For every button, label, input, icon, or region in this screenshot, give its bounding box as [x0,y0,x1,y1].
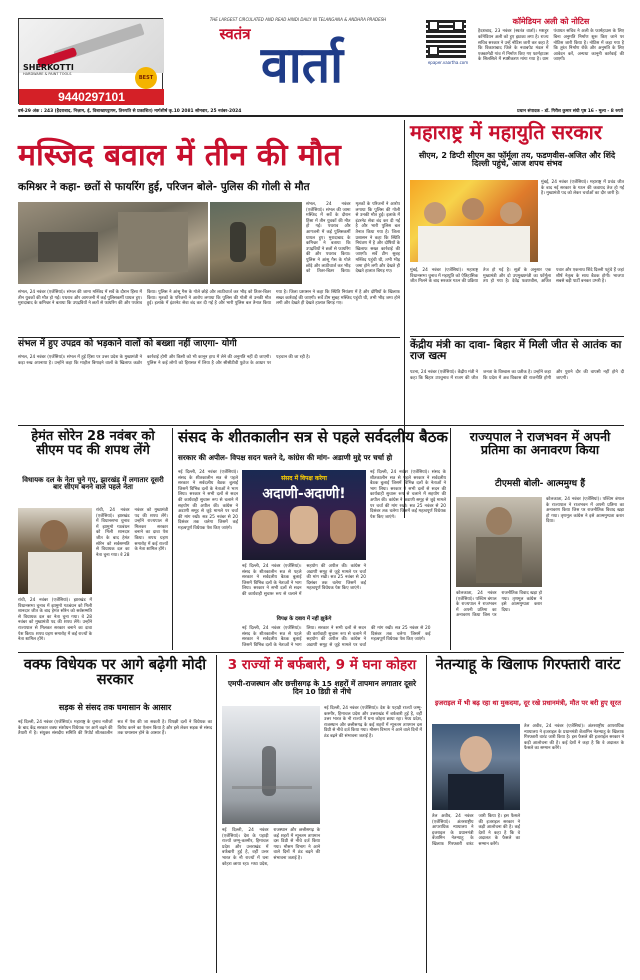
lead-body: संभल, 24 नवंबर (एजेंसियां)। संभल की जामा मस्जिद में सर्वे के दौरान हिंसा में तीन युवकों की मौत हो गई। पथराव और आगजनी में कई पुलिसकर्मी घायल हुए। मुरादाबाद के कमिश्नर ने बताया कि उपद्रवियों ने छतों से फायरिंग की और पथराव किया। पुलिस ने आंसू गैस के गोले छोड़े और लाठीचार्ज कर भीड़ को तितर-बितर किया। मृतकों के परिजनों ने आरोप लगाया कि पुलिस की गोली से उनकी मौत हुई। इलाके में इंटरनेट सेवा बंद कर दी गई है और भारी पुलिस बल तैनात किया गया है। जिला प्रशासन ने कहा कि स्थिति नियंत्रण में है और दोषियों के खिलाफ सख्त कार्रवाई की जाएगी। सर्वे टीम सुबह मस्जिद पहुंची थी, तभी भीड़ जमा होने लगी और देखते ही देखते हालात बिगड़ गए। [18,290,400,307]
weather-side-body: नई दिल्ली, 24 नवंबर (एजेंसियां)। देश के पहाड़ी राज्यों जम्मू-कश्मीर, हिमाचल प्रदेश और उत्तराखंड में बर्फबारी हुई है, वहीं उत्तर भारत के नौ राज्यों में घना कोहरा छाया रहा। मध्य प्रदेश, राजस्थान और छत्तीसगढ़ के कई शहरों में न्यूनतम तापमान दस डिग्री से नीचे दर्ज किया गया। मौसम विभाग ने आने वाले दिनों में ठंड बढ़ने की संभावना जताई है। [324,706,422,739]
mahayuti-leaders-photo [410,180,538,262]
ali-notice-body: हैदराबाद, 23 नवंबर (स्वतंत्र वार्ता)। मशहूर कॉमेडियन अली को हुए झटका लगा है। राज्य सचिव सरकार ने उन्हें नोटिस जारी कर कहा है कि विकाराबाद जिले के नवाबपेट मंडल में एक्कामेडी गांव में निर्माण किए गए फार्महाउस के सिलसिले में स्पष्टीकरण मांगा गया है। ग्राम पंचायत सचिव ने अली के फार्महाउस के लिए बिना अनुमति निर्माण शुरू किए जाने पर नोटिस जारी किया है। नोटिस में कहा गया है कि तुरंत निर्माण रोकें और अनुमति के लिए आवेदन करें, अन्यथा कानूनी कार्रवाई की जाएगी। [478,29,624,63]
rajyapal-headline: राज्यपाल ने राजभवन में अपनी प्रतिमा का अनावरण किया [469,429,611,458]
lead-body-side: संभल, 24 नवंबर (एजेंसियां)। संभल की जामा मस्जिद में सर्वे के दौरान हिंसा में तीन युवकों की मौत हो गई। पथराव और आगजनी में कई पुलिसकर्मी घायल हुए। मुरादाबाद के कमिश्नर ने बताया कि उपद्रवियों ने छतों से फायरिंग की और पथराव किया। पुलिस ने आंसू गैस के गोले छोड़े और लाठीचार्ज कर भीड़ को तितर-बितर किया। मृतकों के परिजनों ने आरोप लगाया कि पुलिस की गोली से उनकी मौत हुई। इलाके में इंटरनेट सेवा बंद कर दी गई है और भारी पुलिस बल तैनात किया गया है। जिला प्रशासन ने कहा कि स्थिति नियंत्रण में है और दोषियों के खिलाफ सख्त कार्रवाई की जाएगी। सर्वे टीम सुबह मस्जिद पहुंची थी, तभी भीड़ जमा होने लगी और देखते ही देखते हालात बिगड़ गए। [306,202,400,275]
police-photo [210,202,302,284]
lead-headline: मस्जिद बवाल में तीन की मौत [18,138,341,173]
ad-sub: HARDWARE & PAINT TOOLS [23,72,72,76]
hemant-body-lower: रांची, 24 नवंबर (एजेंसियां)। झारखंड में विधानसभा चुनाव में झामुमो गठबंधन को मिली शानदार जीत के बाद हेमंत सोरेन को सर्वसम्मति से विधायक दल का नेता चुना गया। वे 28 नवंबर को मुख्यमंत्री पद की शपथ लेंगे। उन्होंने राज्यपाल से मिलकर सरकार बनाने का दावा पेश किया। शपथ ग्रहण समारोह में कई राज्यों के नेता शामिल होंगे। [18,598,92,643]
rajyapal-subhead: टीएमसी बोली- आत्ममुग्ध हैं [494,479,585,489]
bihar-headline: केंद्रीय मंत्री का दावा- बिहार में मिली जीत से आतंक का राज खत्म [410,339,622,363]
ali-notice-story [478,18,624,108]
bihar-body: पटना, 24 नवंबर (एजेंसियां)। केंद्रीय मंत्री ने कहा कि बिहार उपचुनाव में राजग की जीत जनता के विश्वास का प्रतीक है। उन्होंने कहा कि प्रदेश में अब विकास की राजनीति होगी और पुराने दौर की वापसी नहीं होने दी जाएगी। [410,370,624,381]
parliament-body-bottom: नई दिल्ली, 24 नवंबर (एजेंसियां)। संसद के शीतकालीन सत्र से पहले सरकार ने सर्वदलीय बैठक बुलाई जिसमें विभिन्न दलों के नेताओं ने भाग लिया। सरकार ने सभी दलों से सदन की कार्यवाही सुचारू रूप से चलाने में सहयोग की अपील की। कांग्रेस ने अडाणी समूह से जुड़े मामले पर चर्चा की मांग रखी। सत्र 25 नवंबर से 20 दिसंबर तक चलेगा जिसमें कई महत्वपूर्ण विधेयक पेश किए जाएंगे। [242,626,431,648]
netanyahu-side-body: तेल अवीव, 24 नवंबर (एजेंसियां)। अंतरराष्ट्रीय आपराधिक न्यायालय ने इजराइल के प्रधानमंत्री बेंजामिन नेतन्याहू के खिलाफ गिरफ्तारी वारंट जारी किया है। इस फैसले की इजराइल सरकार ने कड़ी आलोचना की है। कई देशों ने कहा है कि वे अदालत के फैसले का सम्मान करेंगे। [524,724,624,752]
epaper-link[interactable]: epaper.vaartha.com [427,60,469,65]
parliament-subhead: सरकार की अपील- विपक्ष सदन चलने दे, कांग्रेस की मांग- अडाणी मुद्दे पर चर्चा हो [178,453,393,462]
info-line: वर्ष-29 अंक : 243 (हैदराबाद, निज़ाम, ई, विशाखापट्टणम, तिरुपति से प्रकाशित) मार्गशीर्ष कृ.10 2081 सोमवार, 25 नवंबर-2024 [18,109,242,114]
netanyahu-headline: नेतन्याहू के खिलाफ गिरफ्तारी वारंट [435,657,621,673]
waqf-headline: वक्फ विधेयक पर आगे बढ़ेगी मोदी सरकार [23,657,207,689]
hemant-headline: हेमंत सोरेन 28 नवंबर को सीएम पद की शपथ लेंगे [31,429,155,458]
photo-banner: संसद में विपक्ष करेगा [281,475,327,482]
sambhal2-body: संभल, 24 नवंबर (एजेंसियां)। संभल में हुई हिंसा पर उत्तर प्रदेश के मुख्यमंत्री ने कड़ा रुख अपनाया है। उन्होंने कहा कि माहौल बिगाड़ने वालों के खिलाफ कठोर कार्रवाई होगी और किसी को भी कानून हाथ में लेने की अनुमति नहीं दी जाएगी। पुलिस ने कई लोगों को हिरासत में लिया है और सीसीटीवी फुटेज के आधार पर पहचान की जा रही है। [18,355,311,366]
waqf-body: नई दिल्ली, 24 नवंबर (एजेंसियां)। महाराष्ट्र के चुनाव नतीजों के बाद केंद्र सरकार वक्फ संशोधन विधेयक पर आगे बढ़ने की तैयारी में है। संयुक्त संसदीय समिति की रिपोर्ट शीतकालीन सत्र में पेश की जा सकती है। विपक्षी दलों ने विधेयक का विरोध करने का ऐलान किया है और इसे लेकर सड़क से संसद तक घमासान होने के आसार हैं। [18,720,212,737]
parliament-sub2: विपक्ष के दबाव में नहीं झुकेंगे [276,616,332,622]
sherkotti-ad [18,18,163,104]
waqf-subhead: सड़क से संसद तक घमासान के आसार [58,703,172,712]
netanyahu-photo [432,724,520,810]
ad-phone: 9440297101 [19,89,164,105]
maharashtra-body: मुंबई, 24 नवंबर (एजेंसियां)। महाराष्ट्र विधानसभा चुनाव में महायुति को ऐतिहासिक जीत मिलने के बाद सरकार गठन की प्रक्रिया तेज हो गई है। सूत्रों के अनुसार एक मुख्यमंत्री और दो उपमुख्यमंत्री का फॉर्मूला तय हो गया है। देवेंद्र फडणवीस, अजित पवार और एकनाथ शिंदे दिल्ली पहुंचे हैं जहां शीर्ष नेतृत्व के साथ बैठक होगी। भाजपा सबसे बड़ी पार्टी बनकर उभरी है। [410,268,624,285]
ad-badge: BEST [135,67,157,89]
hemant-photo [18,508,92,594]
sambhal2-headline: संभल में हुए उपद्रव को भड़काने वालों को बख्शा नहीं जाएगा- योगी [18,339,237,349]
hemant-subhead: विधायक दल के नेता चुने गए, झारखंड में लगातार दूसरी बार सीएम बनने वाले पहले नेता [22,476,164,492]
tagline: THE LARGEST CIRCULATED AND READ HINDI DAILY IN TELANGANA & ANDHRA PRADESH [209,17,387,22]
qr-code-icon [426,18,466,58]
ad-brand: SHERKOTTI [23,63,74,72]
rajyapal-side-body: कोलकाता, 24 नवंबर (एजेंसियां)। पश्चिम बंगाल के राज्यपाल ने राजभवन में अपनी प्रतिमा का अनावरण किया जिस पर राजनीतिक विवाद खड़ा हो गया। तृणमूल कांग्रेस ने इसे आत्ममुग्धता करार दिया। [546,497,624,525]
parliament-photo [242,470,366,560]
title-small: स्वतंत्र [219,25,251,43]
parliament-body-left: नई दिल्ली, 24 नवंबर (एजेंसियां)। संसद के शीतकालीन सत्र से पहले सरकार ने सर्वदलीय बैठक बुलाई जिसमें विभिन्न दलों के नेताओं ने भाग लिया। सरकार ने सभी दलों से सदन की कार्यवाही सुचारू रूप से चलाने में सहयोग की अपील की। कांग्रेस ने अडाणी समूह से जुड़े मामले पर चर्चा की मांग रखी। सत्र 25 नवंबर से 20 दिसंबर तक चलेगा जिसमें कई महत्वपूर्ण विधेयक पेश किए जाएंगे। [178,470,238,531]
maharashtra-subhead: सीएम, 2 डिप्टी सीएम का फॉर्मूला तय, फडणवीस-अजित और शिंदे दिल्ली पहुंचे, आज शपथ संभव [418,151,616,169]
ali-notice-headline: कॉमेडियन अली को नोटिस [512,17,590,26]
sambhal-photo [18,202,208,284]
weather-subhead: एमपी-राजस्थान और छत्तीसगढ़ के 15 शहरों में तापमान लगातार दूसरे दिन 10 डिग्री से नीचे [227,679,417,696]
maharashtra-side-body: मुंबई, 24 नवंबर (एजेंसियां)। महाराष्ट्र में प्रचंड जीत के बाद नई सरकार के गठन की कवायद तेज हो गई है। मुख्यमंत्री पद को लेकर चर्चाओं का दौर जारी है। [541,180,624,197]
info-line-right: प्रधान संपादक - डॉ. गिरीश कुमार संघी पृष्ठ 16 - मूल्य - 8 रुपये [517,109,623,114]
weather-headline: 3 राज्यों में बर्फबारी, 9 में घना कोहरा [227,657,417,673]
hemant-body: रांची, 24 नवंबर (एजेंसियां)। झारखंड में विधानसभा चुनाव में झामुमो गठबंधन को मिली शानदार जीत के बाद हेमंत सोरेन को सर्वसम्मति से विधायक दल का नेता चुना गया। वे 28 नवंबर को मुख्यमंत्री पद की शपथ लेंगे। उन्होंने राज्यपाल से मिलकर सरकार बनाने का दावा पेश किया। शपथ ग्रहण समारोह में कई राज्यों के नेता शामिल होंगे। [96,508,168,558]
netanyahu-body: तेल अवीव, 24 नवंबर (एजेंसियां)। अंतरराष्ट्रीय आपराधिक न्यायालय ने इजराइल के प्रधानमंत्री बेंजामिन नेतन्याहू के खिलाफ गिरफ्तारी वारंट जारी किया है। इस फैसले की इजराइल सरकार ने कड़ी आलोचना की है। कई देशों ने कहा है कि वे अदालत के फैसले का सम्मान करेंगे। [432,814,520,847]
netanyahu-subhead: इजराइल में भी बढ़ रहा था मुकदमा, दूर रखे प्रधानमंत्री, मौत पर बरी हुए सूरत [435,699,621,707]
maharashtra-headline: महाराष्ट्र में महायुति सरकार [410,120,603,144]
title-big: वार्ता [260,35,344,94]
lead-subhead: कमिश्नर ने कहा- छतों से फायरिंग हुई, परिजन बोले- पुलिस की गोली से मौत [18,181,310,193]
weather-body: नई दिल्ली, 24 नवंबर (एजेंसियां)। देश के पहाड़ी राज्यों जम्मू-कश्मीर, हिमाचल प्रदेश और उत्तराखंड में बर्फबारी हुई है, वहीं उत्तर भारत के नौ राज्यों में घना कोहरा छाया रहा। मध्य प्रदेश, राजस्थान और छत्तीसगढ़ के कई शहरों में न्यूनतम तापमान दस डिग्री से नीचे दर्ज किया गया। मौसम विभाग ने आने वाले दिनों में ठंड बढ़ने की संभावना जताई है। [222,828,320,867]
statue-photo [456,497,542,587]
fog-photo [222,706,320,824]
photo-title: अदाणी-अदाणी! [262,486,346,502]
parliament-headline: संसद के शीतकालीन सत्र से पहले सर्वदलीय बैठक [178,428,448,446]
rajyapal-body: कोलकाता, 24 नवंबर (एजेंसियां)। पश्चिम बंगाल के राज्यपाल ने राजभवन में अपनी प्रतिमा का अनावरण किया जिस पर राजनीतिक विवाद खड़ा हो गया। तृणमूल कांग्रेस ने इसे आत्ममुग्धता करार दिया। [456,591,542,619]
parliament-body-right: नई दिल्ली, 24 नवंबर (एजेंसियां)। संसद के शीतकालीन सत्र से पहले सरकार ने सर्वदलीय बैठक बुलाई जिसमें विभिन्न दलों के नेताओं ने भाग लिया। सरकार ने सभी दलों से सदन की कार्यवाही सुचारू रूप से चलाने में सहयोग की अपील की। कांग्रेस ने अडाणी समूह से जुड़े मामले पर चर्चा की मांग रखी। सत्र 25 नवंबर से 20 दिसंबर तक चलेगा जिसमें कई महत्वपूर्ण विधेयक पेश किए जाएंगे। [370,470,446,520]
parliament-body: नई दिल्ली, 24 नवंबर (एजेंसियां)। संसद के शीतकालीन सत्र से पहले सरकार ने सर्वदलीय बैठक बुलाई जिसमें विभिन्न दलों के नेताओं ने भाग लिया। सरकार ने सभी दलों से सदन की कार्यवाही सुचारू रूप से चलाने में सहयोग की अपील की। कांग्रेस ने अडाणी समूह से जुड़े मामले पर चर्चा की मांग रखी। सत्र 25 नवंबर से 20 दिसंबर तक चलेगा जिसमें कई महत्वपूर्ण विधेयक पेश किए जाएंगे। [242,564,366,597]
